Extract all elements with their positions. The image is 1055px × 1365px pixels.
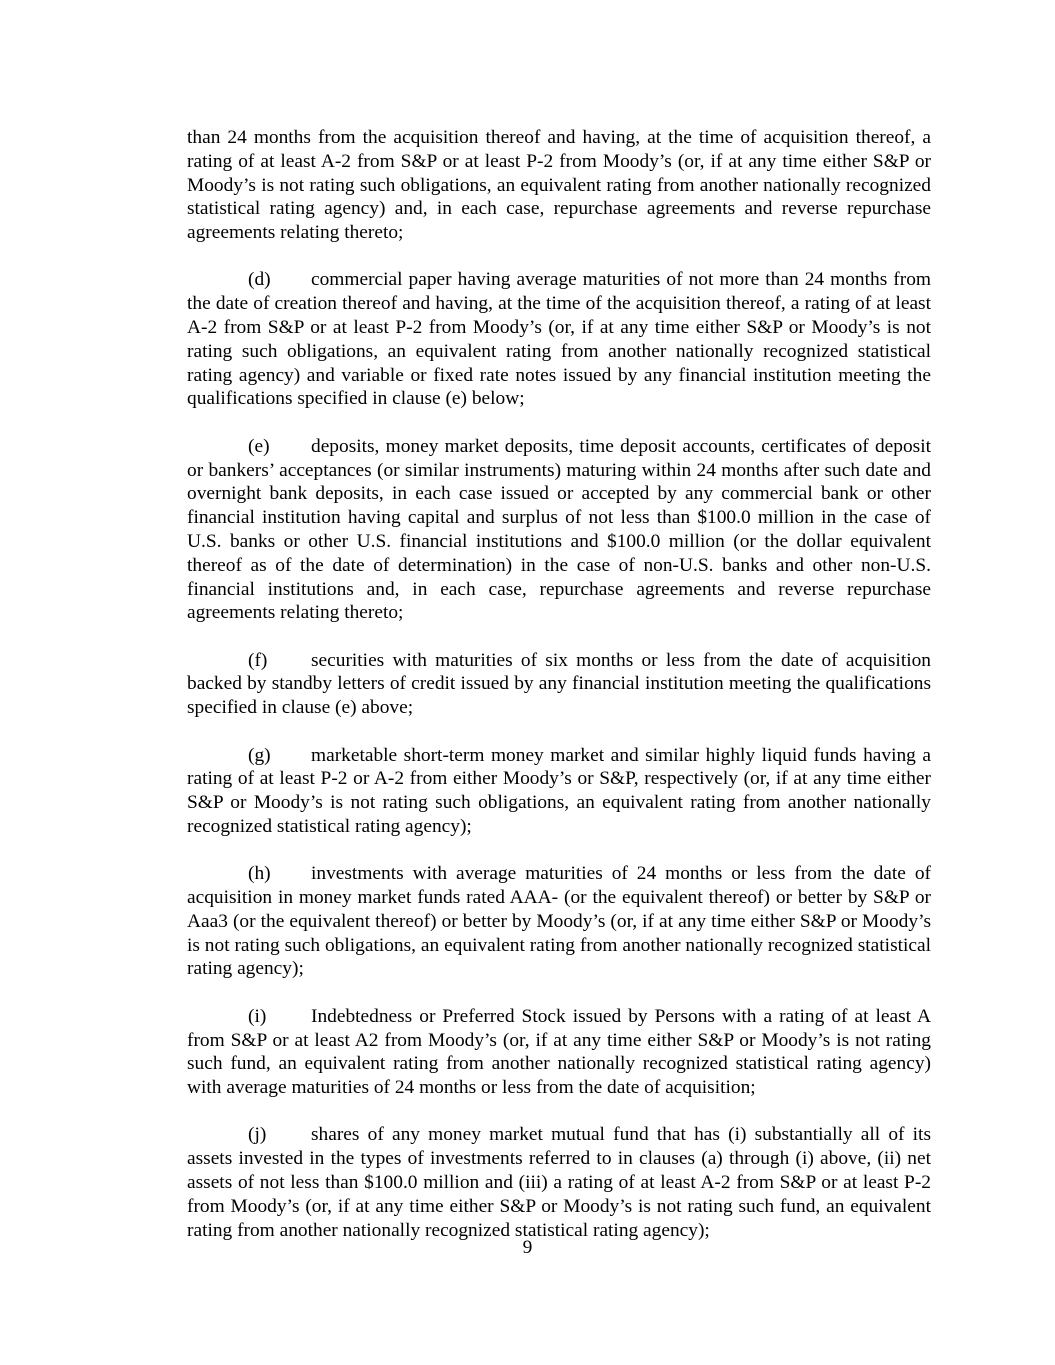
clause-f-text: securities with maturities of six months or less from the date of acquisition backed by standby letters of credit issued by any financial institution meeting the qualifications specified in clause (e) above; (187, 649, 931, 719)
clause-e-paragraph (187, 435, 931, 625)
clause-j-text: shares of any money market mutual fund that has (i) substantially all of its assets invested in the types of investments referred to in clauses (a) through (i) above, (ii) net assets of not less than $100.0 million and (iii) a rating of at least A-2 from S&P or at least P-2 from Moody’s (or, if at any time either S&P or Moody’s is not rating such fund, an equivalent rating from another nationally recognized statistical rating agency); (187, 1124, 931, 1241)
clause-h-text: investments with average maturities of 24 months or less from the date of acquisition in money market funds rated AAA- (or the equivalent thereof) or better by S&P or Aaa3 (or the equivalent thereof) or better by Moody’s (or, if at any time either S&P or Moody’s is not rating such obligations, an equivalent rating from another nationally recognized statistical rating agency); (187, 863, 931, 980)
clause-d-text: commercial paper having average maturities of not more than 24 months from the date of creation thereof and having, at the time of the acquisition thereof, a rating of at least A-2 from S&P or at least P-2 from Moody’s (or, if at any time either S&P or Moody’s is not rating such obligations, an equivalent rating from another nationally recognized statistical rating agency) and variable or fixed rate notes issued by any financial institution meeting the qualifications specified in clause (e) below; (187, 269, 931, 410)
clause-h-paragraph (187, 862, 931, 981)
clause-j-paragraph (187, 1123, 931, 1242)
clause-d-label: (d) (248, 269, 271, 291)
clause-f-label: (f) (248, 649, 268, 671)
clause-e-label: (e) (248, 435, 270, 457)
clause-g-paragraph (187, 744, 931, 839)
clause-d-paragraph (187, 268, 931, 411)
clause-i-label: (i) (248, 1005, 267, 1027)
clause-j-label: (j) (248, 1124, 267, 1146)
continuation-paragraph: than 24 months from the acquisition thereof and having, at the time of acquisition thereof, a rating of at least A-2 from S&P or at least P-2 from Moody’s (or, if at any time either S&P or Moody’s is not rating such obligations, an equivalent rating from another nationally recognized statistical rating agency) and, in each case, repurchase agreements and reverse repurchase agreements relating thereto; (187, 127, 931, 244)
clause-h-label: (h) (248, 863, 271, 885)
clause-f-paragraph (187, 649, 931, 720)
document-body (187, 126, 931, 1242)
clause-g-text: marketable short-term money market and similar highly liquid funds having a rating of at least P-2 or A-2 from either Moody’s or S&P, respectively (or, if at any time either S&P or Moody’s is not rating such obligations, an equivalent rating from another nationally recognized statistical rating agency); (187, 744, 931, 837)
clause-g-label: (g) (248, 744, 271, 766)
clause-i-paragraph (187, 1005, 931, 1100)
clause-e-text: deposits, money market deposits, time deposit accounts, certificates of deposit or bankers’ acceptances (or similar instruments) maturing within 24 months after such date and overnight bank deposits, in each case issued or accepted by any commercial bank or other financial institution having capital and surplus of not less than $100.0 million in the case of U.S. banks or other U.S. financial institutions and $100.0 million (or the dollar equivalent thereof as of the date of determination) in the case of non-U.S. banks and other non-U.S. financial institutions and, in each case, repurchase agreements and reverse repurchase agreements relating thereto; (187, 435, 931, 624)
clause-i-text: Indebtedness or Preferred Stock issued by Persons with a rating of at least A from S&P or at least A2 from Moody’s (or, if at any time either S&P or Moody’s is not rating such fund, an equivalent rating from another nationally recognized statistical rating agency) with average maturities of 24 months or less from the date of acquisition; (187, 1005, 931, 1099)
page-number: 9 (522, 1237, 533, 1258)
